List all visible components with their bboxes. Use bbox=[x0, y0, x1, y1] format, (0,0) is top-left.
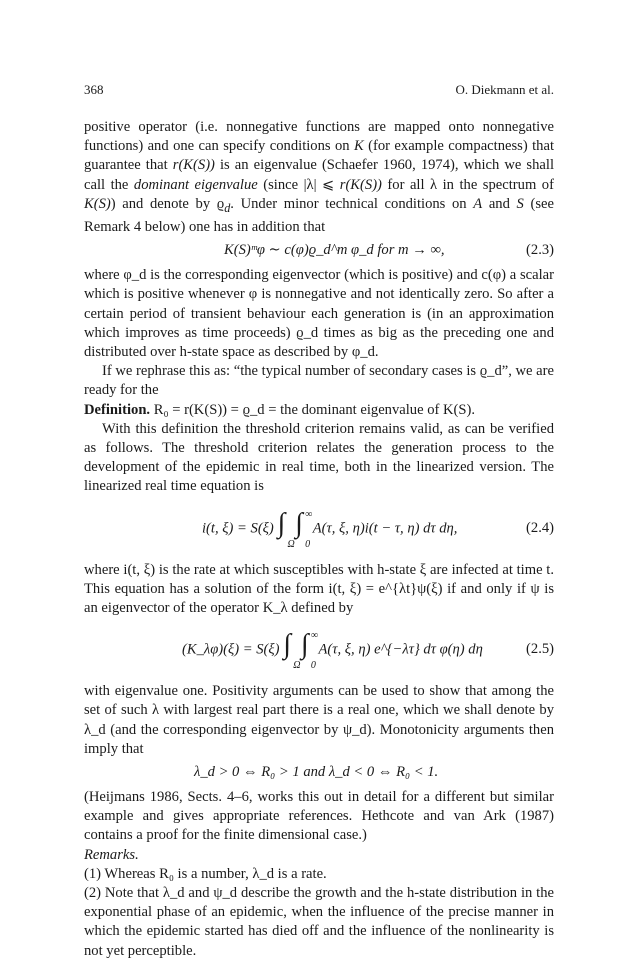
remark-2: (2) Note that λ_d and ψ_d describe the growth and the h-state distribution in the exponential phase of an epidemic, when the influence of the precise manner in which the epidemic started has died off and the influence of the nonlinearity is not yet perceptible. bbox=[84, 885, 554, 959]
equation-formula: K(S)ᵐφ ∼ c(φ)ϱ_d^m φ_d for m → ∞, bbox=[224, 242, 445, 259]
equation-lhs: i(t, ξ) = S(ξ) bbox=[202, 519, 274, 536]
equation-rhs: A(τ, ξ, η) e^{−λτ} dτ φ(η) dη bbox=[318, 641, 483, 658]
running-authors: O. Diekmann et al. bbox=[455, 82, 554, 97]
paragraph-5: where i(t, ξ) is the rate at which susceptibles with h-state ξ are infected at time t. This equation has a solution of the form i(t, ξ) = e^{λt}ψ(ξ) if and only if ψ is an eigenvector of the operator K_λ defined by bbox=[84, 561, 554, 616]
remark-1: (1) Whereas R₀ is a number, λ_d is a rate. bbox=[84, 865, 327, 882]
paragraph-4: With this definition the threshold criterion remains valid, as can be verified as follows. The threshold criterion relates the generation process to the development of the epidemic in real time, both in the linearized version. The linearized real time equation is bbox=[84, 420, 554, 495]
paragraph-6: with eigenvalue one. Positivity arguments can be used to show that among the set of such λ with largest real part there is a real one, which we shall denote by λ_d (and the corresponding eigenvector by ψ_d). Monotonicity arguments then imply that bbox=[84, 683, 554, 757]
paragraph-1: positive operator (i.e. nonnegative functions are mapped onto nonnegative functions) and one can specify conditions on K (for example compactness) that guarantee that r(K(S)) is an eigenvalue (Schaefer 1960, 1974), which we shall call the dominant eigenvalue (since |λ| ⩽ r(K(S)) for all λ in the spectrum of K(S)) and denote by $ϱ_d$. Under minor technical conditions on A and S (see Remark 4 below) one has in addition that bbox=[84, 119, 554, 235]
equation-threshold bbox=[84, 763, 554, 783]
paragraph-2: where φ_d is the corresponding eigenvector (which is positive) and c(φ) a scalar which is positive whenever φ is nonnegative and not identically zero. So after a certain period of transient behaviour each generation is (in an approximation which improves as time proceeds) ϱ_d times as big as the preceding one and distributed over h-state space as described by φ_d. bbox=[84, 267, 554, 360]
equation-number: (2.5) bbox=[526, 641, 554, 658]
page-number: 368 bbox=[84, 82, 104, 97]
definition: Definition. R₀ = r(K(S)) = ϱ_d = the dominant eigenvalue of K(S). bbox=[84, 401, 476, 418]
paragraph-3: If we rephrase this as: “the typical number of secondary cases is ϱ_d”, we are ready for the bbox=[84, 363, 554, 399]
equation-2-3 bbox=[84, 241, 554, 261]
equation-2-5 bbox=[84, 628, 554, 672]
integral-sign: ∫ 0 ∞ bbox=[295, 507, 313, 550]
running-header bbox=[84, 82, 554, 100]
equation-number: (2.3) bbox=[526, 242, 554, 259]
integral-sign: ∫ 0 ∞ bbox=[300, 629, 318, 672]
integral-sign: ∫ Ω bbox=[277, 507, 295, 550]
equation-rhs: A(τ, ξ, η)i(t − τ, η) dτ dη, bbox=[312, 519, 458, 536]
equation-formula: λ_d > 0 ⇔ R₀ > 1 and λ_d < 0 ⇔ R₀ < 1. bbox=[194, 763, 439, 780]
equation-lhs: (K_λφ)(ξ) = S(ξ) bbox=[182, 641, 280, 658]
body-text bbox=[84, 118, 554, 961]
equation-2-4 bbox=[84, 507, 554, 551]
integral-sign: ∫ Ω bbox=[283, 629, 301, 672]
remarks-title: Remarks. bbox=[84, 846, 139, 863]
paragraph-7: (Heijmans 1986, Sects. 4–6, works this out in detail for a different but similar example and gives appropriate references. Hethcote and van Ark (1987) contains a proof for the finite dimensional case.) bbox=[84, 788, 554, 844]
equation-number: (2.4) bbox=[526, 519, 554, 536]
